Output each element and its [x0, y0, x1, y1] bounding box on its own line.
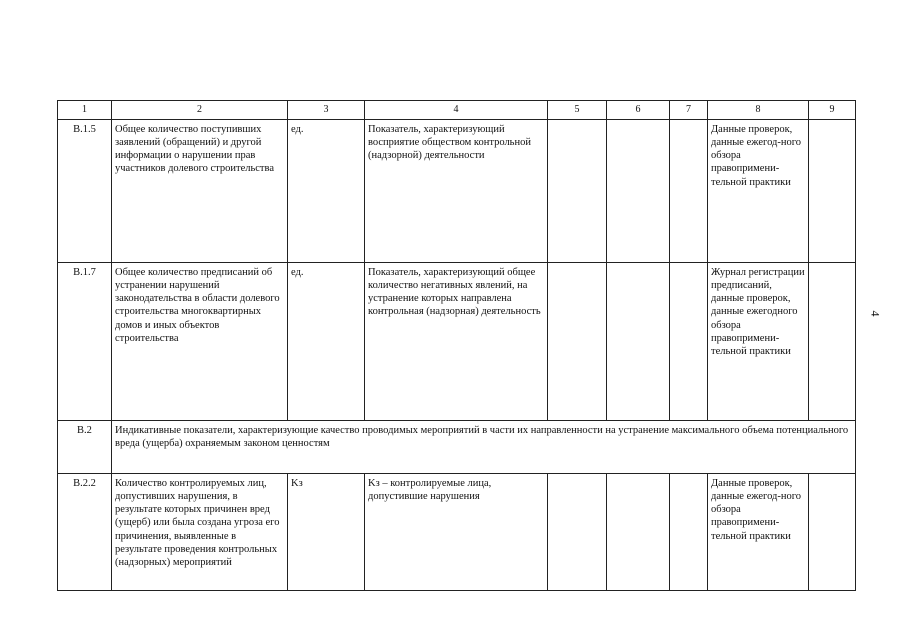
header-cell-1: 1: [58, 101, 112, 120]
row-col-5: [548, 120, 607, 263]
row-col-9: [809, 474, 856, 591]
row-unit: Kз: [288, 474, 365, 591]
row-source: Данные проверок, данные ежегод-ного обзора правопримени-тельной практики: [708, 120, 809, 263]
row-unit: ед.: [288, 263, 365, 421]
row-col-6: [607, 120, 670, 263]
row-code: В.2.2: [58, 474, 112, 591]
row-col-7: [670, 263, 708, 421]
header-row: [58, 101, 856, 120]
row-code: В.1.5: [58, 120, 112, 263]
header-cell-9: 9: [809, 101, 856, 120]
table-row: [58, 120, 856, 263]
table-row: [58, 474, 856, 591]
page-number: 4: [868, 310, 883, 317]
row-col-7: [670, 474, 708, 591]
row-source: Данные проверок, данные ежегод-ного обзора правопримени-тельной практики: [708, 474, 809, 591]
row-col-5: [548, 474, 607, 591]
row-indicator-name: Общее количество предписаний об устранении нарушений законодательства в области долевого строительства многоквартирных домов и иных объектов строительства: [112, 263, 288, 421]
row-col-7: [670, 120, 708, 263]
section-row: [58, 421, 856, 474]
row-unit: ед.: [288, 120, 365, 263]
row-col-9: [809, 120, 856, 263]
row-col-6: [607, 474, 670, 591]
row-indicator-name: Количество контролируемых лиц, допустивших нарушения, в результате которых причинен вред (ущерб) или была создана угроза его причинения, выявленные в результате проведения контрольных (надзорных) мероприятий: [112, 474, 288, 591]
header-cell-6: 6: [607, 101, 670, 120]
row-col-6: [607, 263, 670, 421]
header-cell-5: 5: [548, 101, 607, 120]
row-col-5: [548, 263, 607, 421]
row-description: Показатель, характеризующий общее количество негативных явлений, на устранение которых направлена контрольная (надзорная) деятельность: [365, 263, 548, 421]
header-cell-8: 8: [708, 101, 809, 120]
indicators-table: [57, 100, 856, 591]
section-code: В.2: [58, 421, 112, 474]
row-indicator-name: Общее количество поступивших заявлений (обращений) и другой информации о нарушении прав участников долевого строительства: [112, 120, 288, 263]
row-description: Kз – контролируемые лица, допустившие нарушения: [365, 474, 548, 591]
header-cell-2: 2: [112, 101, 288, 120]
table-row: [58, 263, 856, 421]
header-cell-4: 4: [365, 101, 548, 120]
row-col-9: [809, 263, 856, 421]
row-source: Журнал регистрации предписаний, данные проверок, данные ежегодного обзора правопримени-тельной практики: [708, 263, 809, 421]
section-title: Индикативные показатели, характеризующие качество проводимых мероприятий в части их направленности на устранение максимального объема потенциального вреда (ущерба) охраняемым законом ценностям: [112, 421, 856, 474]
row-description: Показатель, характеризующий восприятие обществом контрольной (надзорной) деятельности: [365, 120, 548, 263]
row-code: В.1.7: [58, 263, 112, 421]
header-cell-3: 3: [288, 101, 365, 120]
header-cell-7: 7: [670, 101, 708, 120]
